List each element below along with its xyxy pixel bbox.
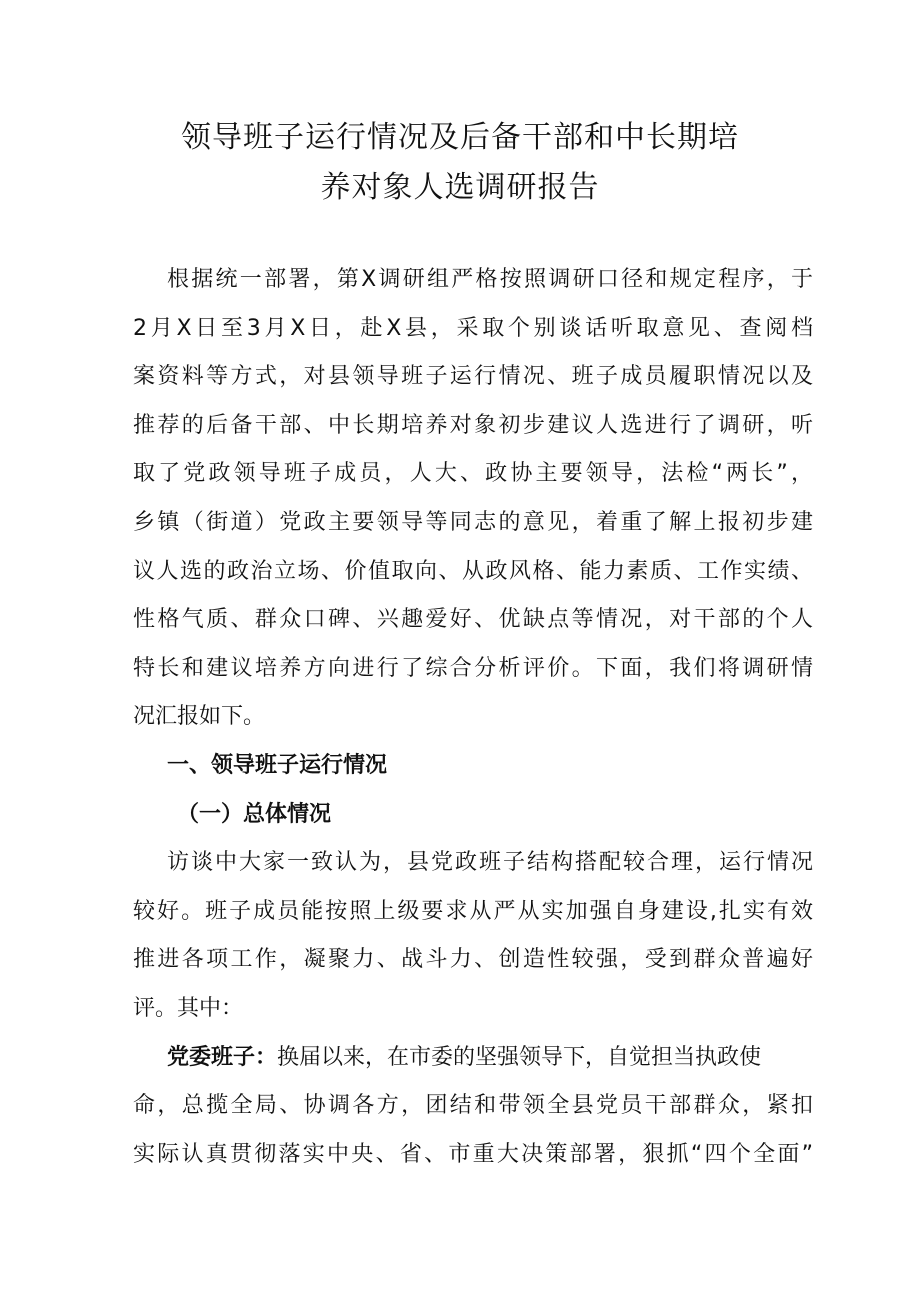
paragraph-line: 访谈中大家一致认为，县党政班子结构搭配较合理，运行情况 (167, 850, 813, 876)
paragraph-line: 实际认真贯彻落实中央、省、市重大决策部署，狠抓“四个全面” (133, 1141, 813, 1167)
document-title-line-2: 养对象人选调研报告 (320, 170, 600, 205)
paragraph-line (133, 1034, 813, 1083)
section-heading: 一、领导班子运行情况 (167, 752, 388, 778)
paragraph-line: 案资料等方式，对县领导班子运行情况、班子成员履职情况以及 (133, 364, 813, 390)
party-committee-label: 党委班子： (167, 1044, 278, 1070)
document-body (133, 256, 813, 1179)
paragraph-line: 特长和建议培养方向进行了综合分析评价。下面，我们将调研情 (133, 655, 813, 681)
paragraph-line: 推进各项工作，凝聚力、战斗力、创造性较强，受到群众普遍好 (133, 947, 813, 973)
paragraph-line: 命，总揽全局、协调各方，团结和带领全县党员干部群众，紧扣 (133, 1093, 813, 1119)
paragraph-line: 取了党政领导班子成员，人大、政协主要领导，法检“两长”， (133, 461, 813, 487)
paragraph-line: 评。其中： (133, 995, 244, 1021)
paragraph-line: 2月X日至3月X日，赴X县，采取个别谈话听取意见、查阅档 (133, 315, 813, 341)
paragraph-line: 推荐的后备干部、中长期培养对象初步建议人选进行了调研，听 (133, 412, 813, 438)
document-title-line-1: 领导班子运行情况及后备干部和中长期培 (181, 120, 739, 155)
paragraph-line: 乡镇（街道）党政主要领导等同志的意见，着重了解上报初步建 (133, 509, 813, 535)
subsection-heading: （一）总体情况 (177, 801, 332, 827)
paragraph-line: 议人选的政治立场、价值取向、从政风格、能力素质、工作实绩、 (133, 558, 813, 584)
paragraph-line: 根据统一部署，第X调研组严格按照调研口径和规定程序，于 (167, 267, 813, 292)
paragraph-line: 性格气质、群众口碑、兴趣爱好、优缺点等情况，对干部的个人 (133, 607, 813, 633)
paragraph-line: 较好。班子成员能按照上级要求从严从实加强自身建设,扎实有效 (133, 898, 813, 924)
paragraph-text: 换届以来，在市委的坚强领导下，自觉担当执政使 (277, 1044, 762, 1070)
paragraph-line: 况汇报如下。 (133, 704, 266, 730)
